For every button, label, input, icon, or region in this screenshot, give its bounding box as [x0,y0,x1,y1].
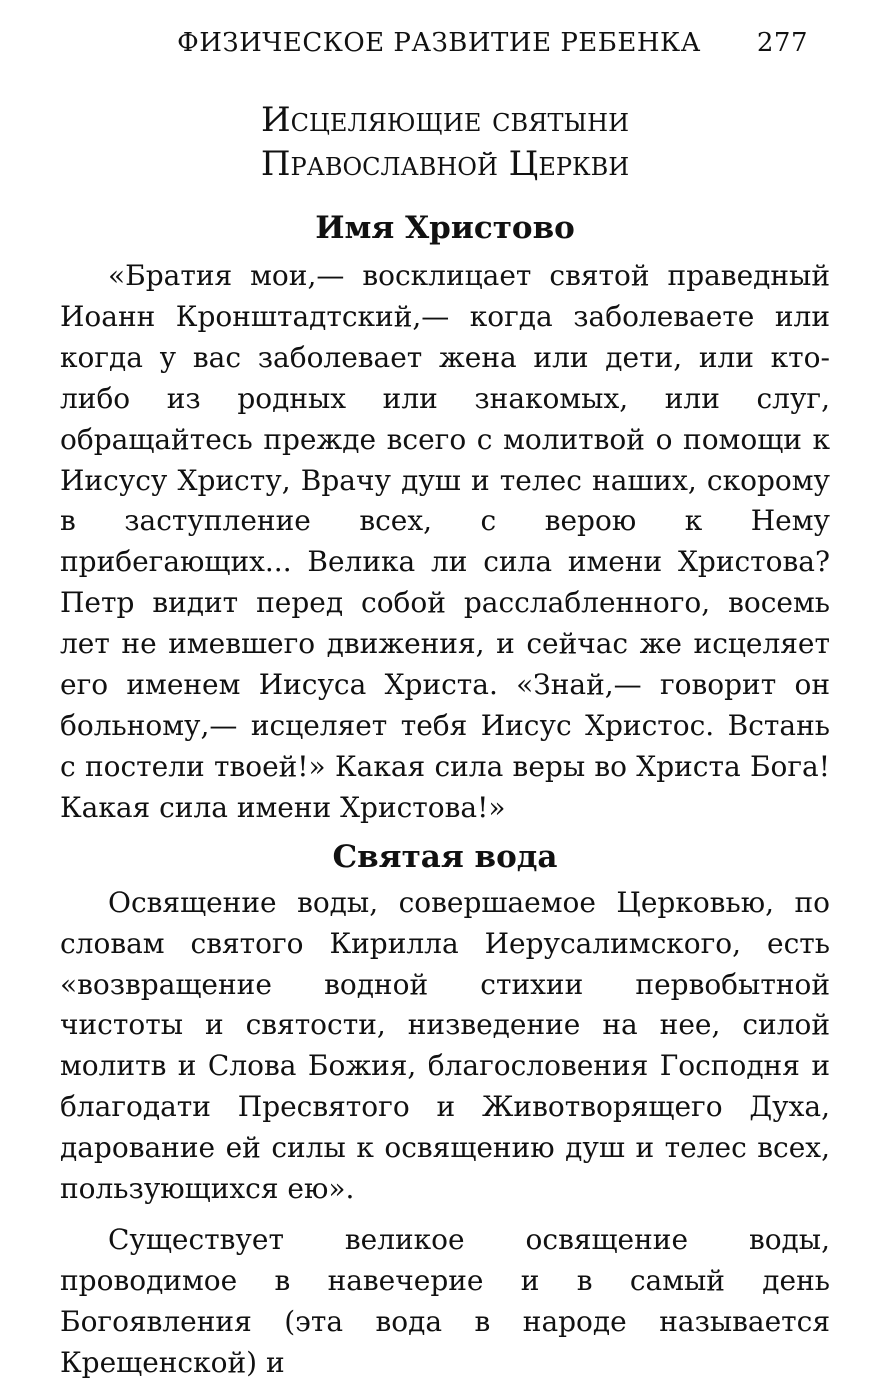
subheading-name-of-christ: Имя Христово [315,210,575,246]
section-title [60,98,830,186]
paragraph-holy-water-1: Освящение воды, совершаемое Церковью, по словам святого Кирилла Иерусалимского, есть «возвращение водной стихии первобытной чистоты и святости, низведение на нее, силой молитв и Слова Божия, благословения Господня и благодати Пресвятого и Животворящего Духа, дарование ей силы к освящению душ и телес всех, пользующихся ею». [60,885,830,1206]
page-number: 277 [756,28,808,58]
paragraph-name-of-christ: «Братия мои,— восклицает святой праведный Иоанн Кронштадтский,— когда заболеваете или когда у вас заболевает жена или дети, или кто-либо из родных или знакомых, или слуг, обращайтесь прежде всего с молитвой о помощи к Иисусу Христу, Врачу душ и телес наших, скорому в заступление всех, с верою к Нему прибегающих... Велика ли сила имени Христова? Петр видит перед собой расслабленного, восемь лет не имевшего движения, и сейчас же исцеляет его именем Иисуса Христа. «Знай,— говорит он больному,— исцеляет тебя Иисус Христос. Встань с постели твоей!» Какая сила веры во Христа Бога! Какая сила имени Христова!» [60,259,830,824]
book-page [60,28,830,1384]
running-head [60,28,830,72]
paragraph-holy-water-2: Существует великое освящение воды, проводимое в навечерие и в самый день Богоявления (эта вода в народе называется Крещенской) и [60,1222,830,1379]
running-head-title: ФИЗИЧЕСКОЕ РАЗВИТИЕ РЕБЕНКА [177,28,701,58]
section-title-line2: Православной Церкви [260,144,630,184]
section-title-line1: Исцеляющие святыни [260,100,630,140]
subheading-holy-water: Святая вода [332,838,558,875]
